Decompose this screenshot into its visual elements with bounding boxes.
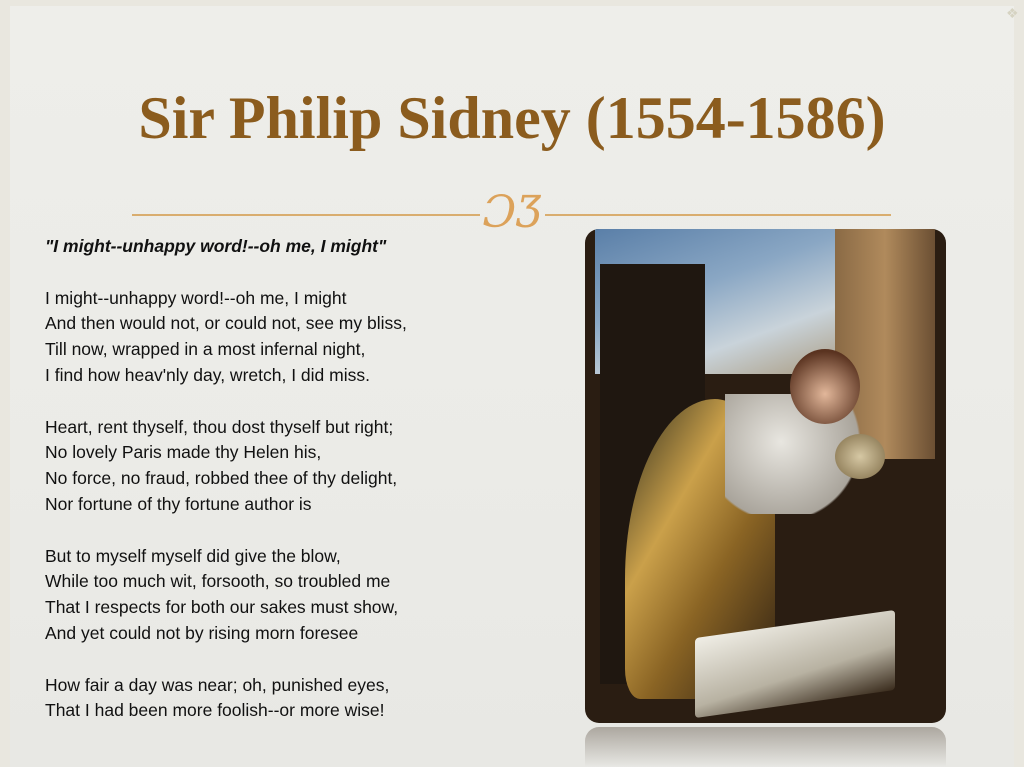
melancholy-painting bbox=[585, 229, 946, 723]
poem-line: Heart, rent thyself, thou dost thyself but right; bbox=[45, 416, 394, 437]
poem-line: How fair a day was near; oh, punished eyes, bbox=[45, 674, 390, 695]
poem-line: While too much wit, forsooth, so troubled me bbox=[45, 571, 391, 592]
poem-line: No force, no fraud, robbed thee of thy delight, bbox=[45, 468, 398, 489]
flourish-icon: ƆƷ bbox=[482, 187, 542, 238]
painting-skull bbox=[835, 434, 885, 479]
poem-line: And then would not, or could not, see my bliss, bbox=[45, 313, 407, 334]
divider-right bbox=[545, 214, 891, 216]
poem-line: That I had been more foolish--or more wise! bbox=[45, 700, 385, 721]
poem-line: I might--unhappy word!--oh me, I might bbox=[45, 287, 347, 308]
poem-line: And yet could not by rising morn foresee bbox=[45, 622, 359, 643]
poem-line: Till now, wrapped in a most infernal night, bbox=[45, 339, 366, 360]
poem-line: I find how heav'nly day, wretch, I did miss. bbox=[45, 364, 370, 385]
poem-heading: "I might--unhappy word!--oh me, I might" bbox=[45, 236, 387, 256]
divider-left bbox=[132, 214, 480, 216]
corner-ornament-icon: ❖ bbox=[1006, 5, 1019, 21]
poem-text bbox=[45, 234, 407, 724]
painting-reflection bbox=[585, 727, 946, 767]
slide-title: Sir Philip Sidney (1554-1586) bbox=[138, 85, 886, 151]
poem-line: But to myself myself did give the blow, bbox=[45, 545, 341, 566]
poem-line: Nor fortune of thy fortune author is bbox=[45, 493, 312, 514]
poem-line: No lovely Paris made thy Helen his, bbox=[45, 442, 322, 463]
poem-line: That I respects for both our sakes must show, bbox=[45, 597, 399, 618]
painting-figure-head bbox=[790, 349, 860, 424]
